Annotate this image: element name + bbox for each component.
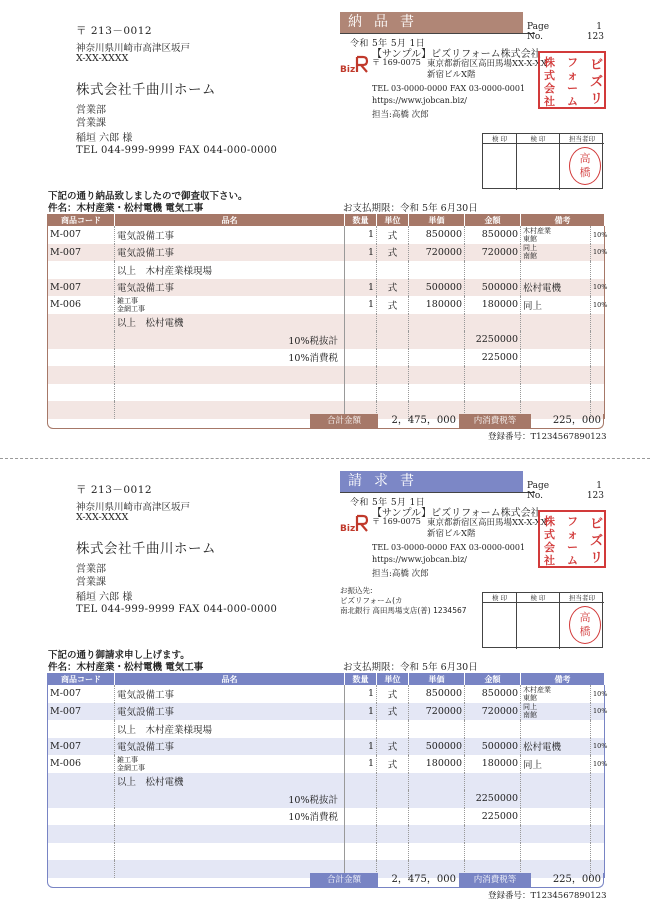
tax-included-value: 225，000 (552, 415, 601, 426)
subtotal-label: 10%税抜計 (115, 331, 345, 349)
item-tax-rate: 10% (591, 226, 605, 244)
item-tax-rate: 10% (591, 244, 605, 262)
table-row (48, 720, 605, 738)
item-amount: 720000 (465, 703, 521, 721)
tax-label: 10%消費税 (115, 349, 345, 367)
col-header: 単価 (409, 214, 465, 226)
customer-dept: 営業部 (76, 105, 106, 116)
item-amount (465, 773, 521, 791)
item-unit: 式 (377, 244, 409, 262)
seal-char: ム (567, 554, 578, 567)
item-note (521, 261, 591, 279)
totals-bar (47, 414, 604, 429)
customer-dept: 営業部 (76, 564, 106, 575)
tax-value: 225000 (465, 808, 521, 826)
customer-address-1: 神奈川県川崎市高津区坂戸 (76, 43, 191, 54)
tax-included-value: 225，000 (552, 874, 601, 885)
doc-no-label: No. (527, 32, 543, 42)
customer-address-1: 神奈川県川崎市高津区坂戸 (76, 502, 191, 513)
customer-section: 営業課 (76, 577, 106, 588)
customer-tel: TEL 044-999-9999 FAX 044-000-0000 (76, 145, 278, 156)
item-name: 以上 木村産業様現場 (115, 261, 345, 279)
blank-row (48, 366, 605, 384)
item-tax-rate: 10% (591, 738, 605, 756)
seal-char: ォ (567, 69, 578, 82)
subtotal-value: 2250000 (465, 331, 521, 349)
item-price: 500000 (409, 279, 465, 297)
customer-name: 株式会社千曲川ホーム (76, 82, 216, 98)
seal-char: ズ (590, 75, 604, 90)
item-note: 木村産業 東館 (521, 685, 591, 703)
item-code: M-007 (48, 703, 115, 721)
totals-bar (47, 873, 604, 888)
bank-account: 南北銀行 高田馬場支店(普) 1234567 (340, 606, 467, 615)
stamp-cell: 担当者印 (560, 134, 604, 190)
item-note (521, 773, 591, 791)
table-header-row (48, 214, 605, 226)
item-code (48, 314, 115, 332)
item-name: 電気設備工事 (115, 738, 345, 756)
blank-row (48, 384, 605, 402)
item-amount: 500000 (465, 279, 521, 297)
col-header: 数量 (345, 673, 377, 685)
company-tel: TEL 03-0000-0000 FAX 03-0000-0001 (372, 543, 526, 552)
item-amount: 180000 (465, 755, 521, 773)
company-address: 東京都新宿区高田馬場XX-X-XX (427, 59, 547, 69)
item-note: 同上 南館 (521, 244, 591, 262)
item-amount: 180000 (465, 296, 521, 314)
company-name: 【サンプル】ビズリフォーム株式会社 (372, 49, 541, 60)
item-note: 松村電機 (521, 738, 591, 756)
items-table (47, 673, 608, 878)
seal-char: 会 (544, 541, 555, 554)
registration-number: 登録番号：T1234567890123 (488, 432, 607, 442)
item-price (409, 314, 465, 332)
tax-included-label: 内消費税等 (459, 873, 531, 887)
page-label: Page (527, 22, 550, 32)
total-label: 合計金額 (310, 873, 378, 887)
item-price: 850000 (409, 226, 465, 244)
seal-char: 株 (544, 515, 555, 528)
item-code: M-007 (48, 226, 115, 244)
col-header: 単価 (409, 673, 465, 685)
item-code: M-006 (48, 296, 115, 314)
customer-address-2: X-XX-XXXX (76, 53, 129, 64)
item-name: 以上 松村電機 (115, 314, 345, 332)
stamp-cell: 検 印 (483, 593, 517, 649)
item-price: 720000 (409, 703, 465, 721)
item-unit (377, 314, 409, 332)
table-row (48, 296, 605, 314)
seal-char: ズ (590, 534, 604, 549)
table-row (48, 226, 605, 244)
company-name: 【サンプル】ビズリフォーム株式会社 (372, 508, 541, 519)
table-row (48, 279, 605, 297)
seal-char: リ (590, 92, 604, 107)
item-code: M-007 (48, 685, 115, 703)
bizr-logo-icon (340, 513, 370, 533)
page-value: 1 (596, 481, 602, 491)
item-name: 雑工事 金網工事 (115, 755, 345, 773)
customer-postal: 〒 213－0012 (76, 25, 153, 37)
col-header: 金額 (465, 214, 521, 226)
company-postal: 〒 169-0075 (372, 517, 421, 526)
doc-no-value: 123 (586, 32, 604, 42)
item-qty (345, 314, 377, 332)
item-note: 木村産業 東館 (521, 226, 591, 244)
table-row (48, 314, 605, 332)
table-row (48, 703, 605, 721)
seal-char: 式 (544, 69, 555, 82)
subtotal-row (48, 331, 605, 349)
company-building: 新宿ビルX階 (427, 529, 476, 539)
item-qty (345, 720, 377, 738)
seal-char: ビ (590, 517, 604, 532)
company-tel: TEL 03-0000-0000 FAX 03-0000-0001 (372, 84, 526, 93)
item-qty (345, 773, 377, 791)
payment-due: お支払期限：令和 5年 6月30日 (343, 203, 478, 214)
item-amount (465, 314, 521, 332)
tax-label: 10%消費税 (115, 808, 345, 826)
item-amount: 850000 (465, 685, 521, 703)
item-name: 電気設備工事 (115, 703, 345, 721)
item-price (409, 773, 465, 791)
item-code: M-006 (48, 755, 115, 773)
item-tax-rate: 10% (591, 685, 605, 703)
seal-char: フ (567, 56, 578, 69)
subject: 件名：木村産業・松村電機 電気工事 (48, 662, 204, 673)
seal-char: 社 (544, 554, 555, 567)
item-price (409, 261, 465, 279)
customer-address-2: X-XX-XXXX (76, 512, 129, 523)
bank-label: お振込先: (340, 586, 373, 595)
item-code: M-007 (48, 279, 115, 297)
item-tax-rate: 10% (591, 279, 605, 297)
item-note: 松村電機 (521, 279, 591, 297)
col-header: 単位 (377, 673, 409, 685)
item-qty: 1 (345, 244, 377, 262)
subtotal-label: 10%税抜計 (115, 790, 345, 808)
stamp-cell: 検 印 (517, 134, 560, 190)
tax-value: 225000 (465, 349, 521, 367)
item-amount (465, 720, 521, 738)
item-name: 電気設備工事 (115, 685, 345, 703)
customer-person: 稲垣 六郎 様 (76, 133, 133, 144)
bizr-logo-icon (340, 54, 370, 74)
item-amount: 720000 (465, 244, 521, 262)
table-row (48, 738, 605, 756)
registration-number: 登録番号：T1234567890123 (488, 891, 607, 901)
total-label: 合計金額 (310, 414, 378, 428)
item-tax-rate: 10% (591, 703, 605, 721)
page-value: 1 (596, 22, 602, 32)
company-postal: 〒 169-0075 (372, 58, 421, 67)
item-note: 同上 (521, 755, 591, 773)
seal-char: ム (567, 95, 578, 108)
seal-char: リ (590, 551, 604, 566)
customer-tel: TEL 044-999-9999 FAX 044-000-0000 (76, 604, 278, 615)
page-label: Page (527, 481, 550, 491)
item-tax-rate: 10% (591, 755, 605, 773)
col-header: 数量 (345, 214, 377, 226)
item-tax-rate (591, 261, 605, 279)
customer-name: 株式会社千曲川ホーム (76, 541, 216, 557)
col-header: 備考 (521, 673, 605, 685)
seal-char: ビ (590, 58, 604, 73)
tax-row (48, 349, 605, 367)
item-amount: 850000 (465, 226, 521, 244)
items-table (47, 214, 608, 419)
item-qty: 1 (345, 755, 377, 773)
item-price: 720000 (409, 244, 465, 262)
doc-no-label: No. (527, 491, 543, 501)
message: 下記の通り納品致しましたので御査収下さい。 (48, 191, 248, 202)
item-name: 電気設備工事 (115, 244, 345, 262)
document-title: 納品書 (340, 12, 523, 33)
item-unit: 式 (377, 685, 409, 703)
seal-char: ー (567, 82, 578, 95)
blank-row (48, 825, 605, 843)
company-web: https://www.jobcan.biz/ (372, 96, 467, 105)
seal-char: ー (567, 541, 578, 554)
item-note (521, 314, 591, 332)
item-qty: 1 (345, 703, 377, 721)
item-unit: 式 (377, 279, 409, 297)
total-value: 2，475，000 (391, 415, 456, 426)
issue-date: 令和 5年 5月 1日 (350, 39, 426, 49)
item-tax-rate (591, 720, 605, 738)
blank-row (48, 843, 605, 861)
item-price: 850000 (409, 685, 465, 703)
item-name: 以上 松村電機 (115, 773, 345, 791)
col-header: 金額 (465, 673, 521, 685)
col-header: 品名 (115, 214, 345, 226)
payment-due: お支払期限：令和 5年 6月30日 (343, 662, 478, 673)
personal-seal: 高 橋 (569, 606, 601, 644)
subtotal-row (48, 790, 605, 808)
seal-char: 社 (544, 95, 555, 108)
title-underline (340, 33, 535, 34)
item-amount (465, 261, 521, 279)
item-qty: 1 (345, 296, 377, 314)
subject: 件名：木村産業・松村電機 電気工事 (48, 203, 204, 214)
table-header-row (48, 673, 605, 685)
company-staff: 担当:高橋 次郎 (372, 110, 429, 120)
col-header: 単位 (377, 214, 409, 226)
logo-text: Biz (340, 524, 356, 534)
item-tax-rate (591, 773, 605, 791)
customer-person: 稲垣 六郎 様 (76, 592, 133, 603)
company-address: 東京都新宿区高田馬場XX-X-XX (427, 518, 547, 528)
stamp-cell: 検 印 (483, 134, 517, 190)
item-qty: 1 (345, 279, 377, 297)
stamp-cell: 検 印 (517, 593, 560, 649)
item-unit (377, 773, 409, 791)
doc-no-value: 123 (586, 491, 604, 501)
item-qty (345, 261, 377, 279)
total-value: 2，475，000 (391, 874, 456, 885)
col-header: 品名 (115, 673, 345, 685)
item-code: M-007 (48, 244, 115, 262)
tax-row (48, 808, 605, 826)
item-name: 電気設備工事 (115, 279, 345, 297)
item-price: 180000 (409, 755, 465, 773)
customer-section: 営業課 (76, 118, 106, 129)
company-seal (538, 51, 606, 109)
item-tax-rate (591, 314, 605, 332)
item-name: 以上 木村産業様現場 (115, 720, 345, 738)
seal-char: 株 (544, 56, 555, 69)
item-price (409, 720, 465, 738)
document-title: 請求書 (340, 471, 523, 492)
company-building: 新宿ビルX階 (427, 70, 476, 80)
item-unit (377, 261, 409, 279)
table-row (48, 261, 605, 279)
item-name: 電気設備工事 (115, 226, 345, 244)
item-qty: 1 (345, 226, 377, 244)
company-staff: 担当:高橋 次郎 (372, 569, 429, 579)
seal-char: フ (567, 515, 578, 528)
title-underline (340, 492, 535, 493)
subtotal-value: 2250000 (465, 790, 521, 808)
item-unit: 式 (377, 738, 409, 756)
item-code (48, 720, 115, 738)
col-header: 商品コード (48, 214, 115, 226)
bank-info (340, 586, 467, 616)
item-code (48, 261, 115, 279)
stamp-cell: 担当者印 (560, 593, 604, 649)
item-qty: 1 (345, 738, 377, 756)
message: 下記の通り御請求申し上げます。 (48, 650, 190, 661)
seal-char: ォ (567, 528, 578, 541)
item-price: 180000 (409, 296, 465, 314)
logo-text: Biz (340, 65, 356, 75)
item-unit (377, 720, 409, 738)
seal-char: 会 (544, 82, 555, 95)
seal-char: 式 (544, 528, 555, 541)
item-code: M-007 (48, 738, 115, 756)
item-name: 雑工事 金網工事 (115, 296, 345, 314)
item-note (521, 720, 591, 738)
issue-date: 令和 5年 5月 1日 (350, 498, 426, 508)
table-row (48, 244, 605, 262)
personal-seal: 高 橋 (569, 147, 601, 185)
item-unit: 式 (377, 296, 409, 314)
item-tax-rate: 10% (591, 296, 605, 314)
table-row (48, 755, 605, 773)
company-web: https://www.jobcan.biz/ (372, 555, 467, 564)
col-header: 商品コード (48, 673, 115, 685)
item-note: 同上 南館 (521, 703, 591, 721)
table-row (48, 685, 605, 703)
item-unit: 式 (377, 755, 409, 773)
item-price: 500000 (409, 738, 465, 756)
item-note: 同上 (521, 296, 591, 314)
company-seal (538, 510, 606, 568)
invoice-slip (0, 459, 650, 918)
item-code (48, 773, 115, 791)
col-header: 備考 (521, 214, 605, 226)
item-amount: 500000 (465, 738, 521, 756)
tax-included-label: 内消費税等 (459, 414, 531, 428)
item-qty: 1 (345, 685, 377, 703)
customer-postal: 〒 213－0012 (76, 484, 153, 496)
bank-name: ビズリフォーム(カ (340, 596, 403, 605)
item-unit: 式 (377, 226, 409, 244)
item-unit: 式 (377, 703, 409, 721)
table-row (48, 773, 605, 791)
